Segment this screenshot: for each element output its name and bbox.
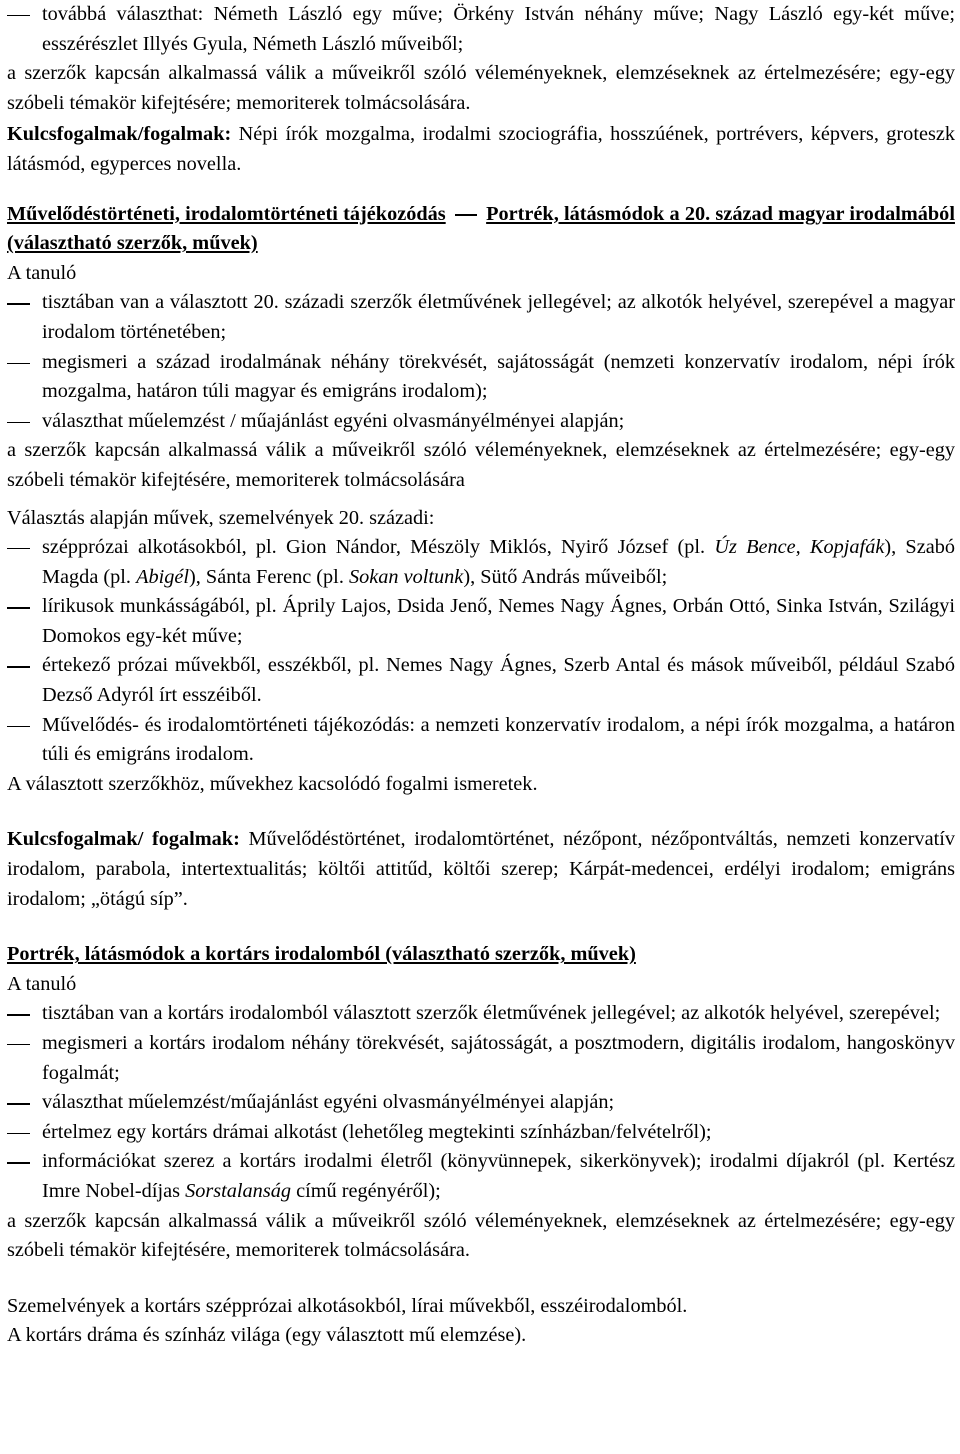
section2-list [7,999,955,1206]
footer-line: A kortárs dráma és színház világa (egy választott mű elemzése). [7,1324,527,1347]
paragraph: a szerzők kapcsán alkalmassá válik a műveikről szóló véleményeknek, elemzéseknek az értelmezésére; egy-egy szóbeli témakör kifejtésére; memoriterek tolmácsolására. [7,62,955,114]
section-heading [7,200,955,259]
text-run: ), Szabó Magda (pl. [42,536,955,588]
paragraph: a szerzők kapcsán alkalmassá válik a műveikről szóló véleményeknek, elemzéseknek az értelmezésére; egy-egy szóbeli témakör kifejtésére, memoriterek tolmácsolására. [7,1209,955,1262]
section1-list [7,288,955,436]
work-title: Abigél [136,565,190,588]
top-list [7,0,955,59]
text-run: című regényéről); [291,1179,441,1202]
work-title: Sorstalanság [185,1179,291,1202]
list-item: Művelődés- és irodalomtörténeti tájékozódás: a nemzeti konzervatív irodalom, a népi írók mozgalma, a határon túli és emigráns irodalom. [7,711,955,770]
list-item: továbbá választhat: Németh László egy műve; Örkény István néhány műve; Nagy László egy-két műve; esszérészlet Illyés Gyula, Németh László műveiből; [7,0,955,59]
selection-list [7,533,955,770]
heading-dash [455,214,477,215]
keywords-label: Kulcsfogalmak/ fogalmak: [7,828,240,851]
paragraph: a szerzők kapcsán alkalmassá válik a műveikről szóló véleményeknek, elemzéseknek az értelmezésére; egy-egy szóbeli témakör kifejtésére, memoriterek tolmácsolására [7,439,955,491]
section-heading-part-b: Portrék, látásmódok a 20. század magyar irodalmából (választható szerzők, művek) [7,202,955,255]
list-item: értelmez egy kortárs drámai alkotást (lehetőleg megtekinti színházban/felvételről); [7,1118,955,1148]
paragraph: A választott szerzőkhöz, művekhez kacsolódó fogalmi ismeretek. [7,772,538,795]
text-run: ), Sütő András műveiből; [463,565,668,588]
student-label: A tanuló [7,972,77,995]
list-item [7,533,955,592]
student-label: A tanuló [7,261,77,284]
list-item: tisztában van a választott 20. századi szerzők életművének jellegével; az alkotók helyével, szerepével a magyar irodalom történetében; [7,288,955,347]
footer-line: Szemelvények a kortárs szépprózai alkotásokból, lírai művekből, esszéirodalomból. [7,1294,688,1317]
keywords-paragraph [7,825,955,914]
text-run: információkat szerez a kortárs irodalmi életről (könyvünnepek, sikerkönyvek); irodalmi díjakról (pl. Kertész Imre Nobel-díjas [42,1150,955,1202]
list-item: megismeri a kortárs irodalom néhány törekvését, sajátosságát, a posztmodern, digitális irodalom, hangoskönyv fogalmát; [7,1029,955,1088]
section-heading-text: Portrék, látásmódok a kortárs irodalomból (választható szerzők, művek) [7,943,636,966]
list-item: választhat műelemzést/műajánlást egyéni olvasmányélményei alapján; [7,1088,955,1118]
list-item [7,1147,955,1206]
section-heading-part-a: Művelődéstörténeti, irodalomtörténeti tájékozódás [7,202,446,225]
section-heading [7,940,955,970]
list-item: tisztában van a kortárs irodalomból választott szerzők életművének jellegével; az alkotók helyével, szerepével; [7,999,955,1029]
list-item: választhat műelemzést / műajánlást egyéni olvasmányélményei alapján; [7,407,955,437]
list-item: megismeri a század irodalmának néhány törekvését, sajátosságát (nemzeti konzervatív irodalom, népi írók mozgalma, határon túli magyar és emigráns irodalom); [7,348,955,407]
keywords-label: Kulcsfogalmak/fogalmak: [7,123,232,146]
list-item: értekező prózai művekből, esszékből, pl. Nemes Nagy Ágnes, Szerb Antal és mások műveiből, például Szabó Dezső Adyról írt esszéiből. [7,651,955,710]
text-run: ), Sánta Ferenc (pl. [189,565,349,588]
keywords-text: Népi írók mozgalma, irodalmi szociográfia, hosszúének, portrévers, képvers, groteszk látásmód, egyperces novella. [7,123,955,175]
text-run: szépprózai alkotásokból, pl. Gion Nándor, Mészöly Miklós, Nyirő József (pl. [42,536,715,559]
work-title: Úz Bence, Kopjafák [714,536,885,559]
work-title: Sokan voltunk [348,565,464,588]
keywords-text: Művelődéstörténet, irodalomtörténet, nézőpont, nézőpontváltás, nemzeti konzervatív irodalom, parabola, intertextualitás; költői attitűd, költői szerep; Kárpát-medencei, erdélyi irodalom; emigráns irodalom; „ötágú síp”. [7,828,955,910]
list-item: lírikusok munkásságából, pl. Áprily Lajos, Dsida Jenő, Nemes Nagy Ágnes, Orbán Ottó, Sinka István, Szilágyi Domokos egy-két műve; [7,592,955,651]
keywords-paragraph [7,120,955,179]
selection-intro: Választás alapján művek, szemelvények 20. századi: [7,506,435,529]
